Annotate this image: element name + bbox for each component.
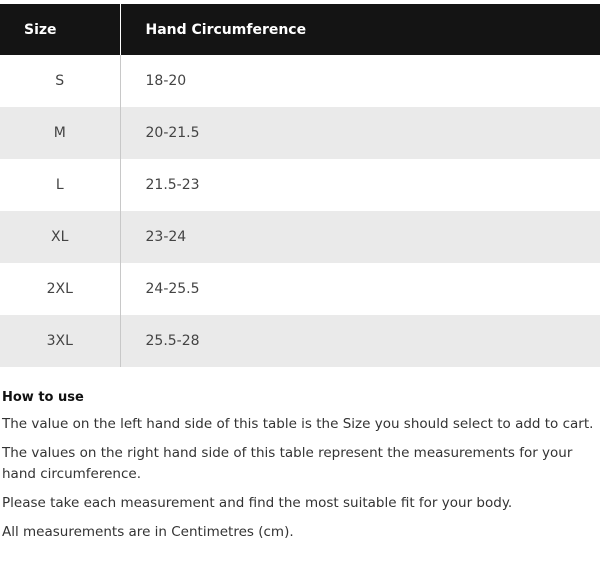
size-cell: XL	[0, 211, 120, 263]
table-row	[0, 315, 600, 367]
table-header-row	[0, 4, 600, 55]
how-to-use-heading: How to use	[2, 390, 84, 405]
size-cell: 3XL	[0, 315, 120, 367]
hand-circumference-cell: 18-20	[145, 73, 187, 89]
size-cell: M	[0, 107, 120, 159]
table-row	[0, 159, 600, 211]
hand-circumference-cell: 20-21.5	[120, 107, 600, 159]
hand-circumference-cell: 25.5-28	[120, 315, 600, 367]
table-row	[0, 55, 600, 107]
instruction-paragraph: The values on the right hand side of this table represent the measurements for your hand circumference.	[2, 445, 573, 482]
hand-circumference-cell: 24-25.5	[145, 281, 200, 297]
table-row	[0, 211, 600, 263]
size-cell: 2XL	[0, 263, 120, 315]
hand-circumference-cell: 23-24	[120, 211, 600, 263]
instruction-paragraph: All measurements are in Centimetres (cm).	[2, 524, 294, 540]
table-row	[0, 107, 600, 159]
instruction-paragraph: The value on the left hand side of this table is the Size you should select to add to cart.	[2, 416, 594, 432]
column-header-size: Size	[0, 4, 120, 55]
size-cell: L	[0, 159, 120, 211]
how-to-use-section	[2, 389, 594, 551]
size-cell: S	[0, 55, 120, 107]
hand-circumference-cell: 21.5-23	[145, 177, 200, 193]
size-chart-table	[0, 4, 600, 367]
column-header-hand-circumference: Hand Circumference	[120, 4, 600, 55]
instruction-paragraph: Please take each measurement and find the most suitable fit for your body.	[2, 495, 513, 511]
table-row	[0, 263, 600, 315]
